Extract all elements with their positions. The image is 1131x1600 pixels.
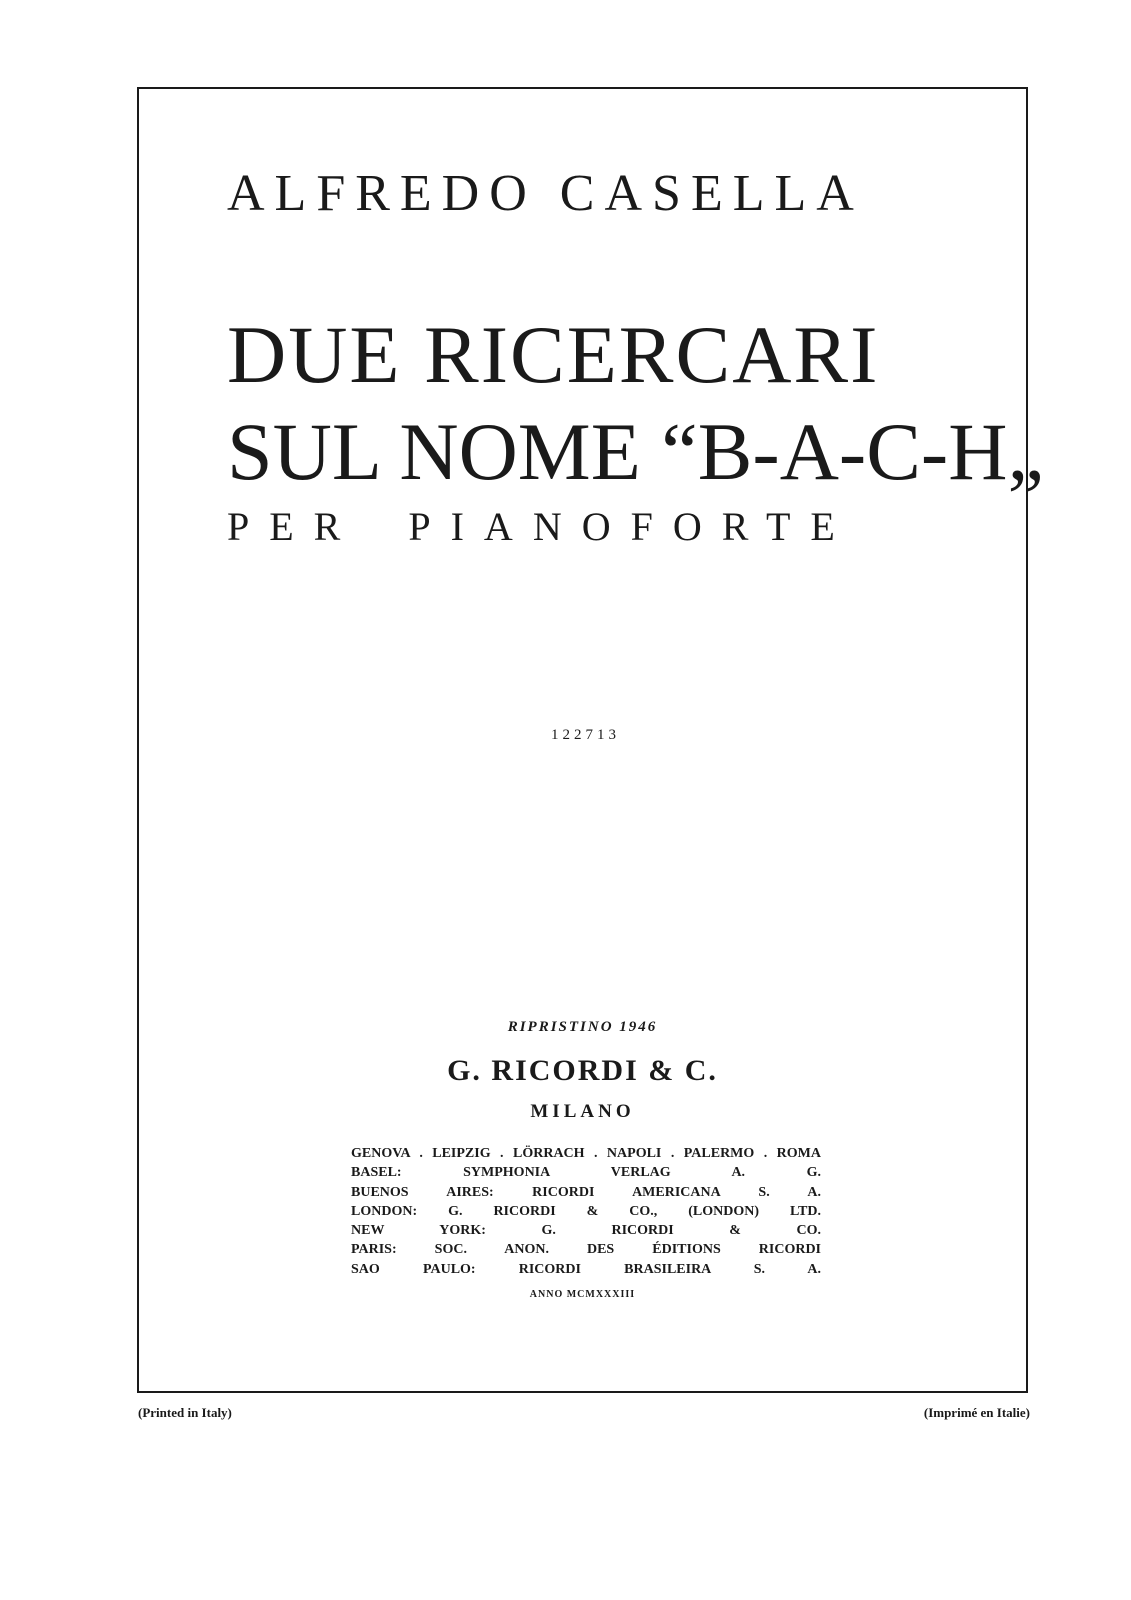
plate-number: 122713: [551, 727, 620, 743]
publisher-city: MILANO: [530, 1101, 635, 1122]
publication-year: ANNO MCMXXXIII: [529, 1289, 636, 1300]
instrument-word-1: PER: [227, 504, 361, 549]
imprime-en-note: (Imprimé en Italie): [923, 1405, 1030, 1420]
publisher-name: G. RICORDI & C.: [447, 1054, 718, 1087]
title-line-1: DUE RICERCARI: [227, 309, 880, 400]
printed-in-note: (Printed in Italy): [138, 1405, 232, 1420]
title-line-2: SUL NOME “B-A-C-H„: [227, 406, 1044, 497]
instrument-word-2: PIANOFORTE: [408, 504, 855, 549]
branch-list: [351, 1144, 821, 1279]
branch-line: BUENOS AIRES: RICORDI AMERICANA S. A.: [351, 1184, 821, 1200]
branch-line: SAO PAULO: RICORDI BRASILEIRA S. A.: [351, 1261, 821, 1277]
revival-note: RIPRISTINO 1946: [507, 1019, 658, 1035]
branch-line: NEW YORK: G. RICORDI & CO.: [351, 1223, 821, 1239]
branch-line: LONDON: G. RICORDI & CO., (LONDON) LTD.: [351, 1203, 821, 1219]
branch-line: GENOVA . LEIPZIG . LÖRRACH . NAPOLI . PALERMO . ROMA: [351, 1146, 821, 1161]
branch-line: PARIS: SOC. ANON. DES ÉDITIONS RICORDI: [351, 1242, 821, 1258]
branch-line: BASEL: SYMPHONIA VERLAG A. G.: [351, 1165, 821, 1181]
instrument-line: [227, 504, 855, 549]
composer-name: ALFREDO CASELLA: [227, 165, 864, 222]
cover-frame: [137, 87, 1044, 1393]
